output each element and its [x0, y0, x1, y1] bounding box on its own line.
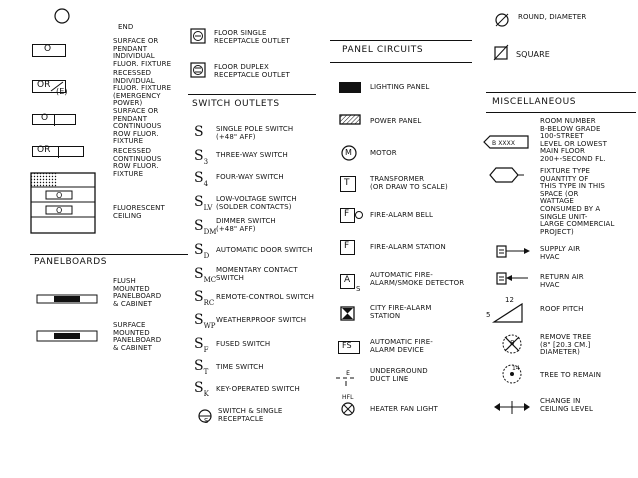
panel-label: HEATER FAN LIGHT: [370, 405, 438, 413]
fluorescent-ceiling-symbol: [30, 172, 100, 234]
round-diameter-icon: [494, 12, 516, 28]
fixture-glyph: OR: [37, 145, 51, 155]
switch-label: DIMMER SWITCH (+48" AFF): [216, 217, 276, 233]
fixture-label: SURFACE OR PENDANT INDIVIDUAL FLUOR. FIXTURE: [113, 37, 172, 68]
fixture-label: FLUORESCENT CEILING: [113, 204, 165, 220]
panel-label: LIGHTING PANEL: [370, 83, 430, 91]
panel-label: CITY FIRE-ALARM STATION: [370, 304, 432, 320]
heater-fan-light-icon: [341, 402, 359, 420]
panel-label: FIRE-ALARM STATION: [370, 243, 446, 251]
fixture-type-hexagon-icon: [488, 166, 524, 186]
partial-round-label: ROUND, DIAMETER: [518, 13, 587, 21]
panelboards-divider: [30, 254, 188, 255]
fixture-glyph: O: [44, 44, 52, 54]
floor-duplex-receptacle-icon: [190, 62, 210, 80]
motor-glyph: M: [345, 148, 353, 157]
transformer-glyph: T: [344, 178, 350, 188]
switch-label: KEY-OPERATED SWITCH: [216, 385, 300, 393]
switch-label: THREE-WAY SWITCH: [216, 151, 288, 159]
switch-label: REMOTE-CONTROL SWITCH: [216, 293, 315, 301]
misc-label: CHANGE IN CEILING LEVEL: [540, 397, 593, 413]
fire-alarm-station-icon: [340, 240, 355, 255]
fixture-glyph: O: [56, 191, 63, 200]
floor-single-receptacle-icon: [190, 28, 210, 46]
switch-label: SINGLE POLE SWITCH (+48" AFF): [216, 125, 294, 141]
switch-symbol: $S_D$: [194, 242, 210, 260]
partial-circle-top-icon: [52, 6, 72, 26]
roof-rise-mark: 5: [486, 311, 491, 319]
remove-tree-glyph: 8: [510, 339, 515, 347]
switch-label: LOW-VOLTAGE SWITCH (SOLDER CONTACTS): [216, 195, 297, 211]
fixture-label: SURFACE OR PENDANT CONTINUOUS ROW FLUOR. FIXTURE: [113, 107, 162, 146]
fixture-glyph: O: [56, 206, 63, 215]
smoke-detector-mark: S: [356, 285, 361, 293]
switch-symbol: $S_4$: [194, 170, 209, 188]
roof-run-mark: 12: [505, 296, 515, 304]
power-panel-icon: [339, 114, 363, 126]
square-label: SQUARE: [516, 50, 550, 59]
tree-remain-glyph: 14: [512, 365, 520, 372]
flush-panelboard-symbol: [36, 294, 100, 306]
switch-symbol: $S_F$: [194, 336, 209, 354]
misc-rule: [486, 112, 636, 113]
switch-symbol: $S_{DM}$: [194, 218, 217, 236]
misc-label: TREE TO REMAIN: [540, 371, 602, 379]
switch-symbol: $S_K$: [194, 380, 209, 398]
switch-label: SWITCH & SINGLE RECEPTACLE: [218, 407, 283, 423]
switch-symbol: $S_{MC}$: [194, 266, 217, 284]
partial-end-label: END: [118, 23, 134, 31]
return-air-icon: [496, 272, 536, 288]
fixture-glyph: O: [41, 113, 49, 123]
transformer-icon: [340, 176, 356, 192]
smoke-detector-icon: [340, 274, 355, 289]
surface-panelboard-symbol: [36, 330, 100, 344]
panel-label: AUTOMATIC FIRE- ALARM DEVICE: [370, 338, 433, 354]
square-diameter-icon: [494, 44, 514, 62]
bell-circle-icon: [354, 210, 368, 224]
panelboard-label: FLUSH MOUNTED PANELBOARD & CABINET: [113, 277, 162, 308]
fixture-label: RECESSED CONTINUOUS ROW FLUOR. FIXTURE: [113, 147, 162, 178]
panelboard-label: SURFACE MOUNTED PANELBOARD & CABINET: [113, 321, 162, 352]
misc-label: SUPPLY AIR HVAC: [540, 245, 581, 261]
switch-symbol: $S_{RC}$: [194, 289, 215, 307]
alarm-device-glyph: FS: [342, 341, 352, 350]
misc-label: ROOF PITCH: [540, 305, 584, 313]
floor-outlet-label: FLOOR SINGLE RECEPTACLE OUTLET: [214, 29, 290, 45]
panel-label: TRANSFORMER (OR DRAW TO SCALE): [370, 175, 448, 191]
switch-symbol: $S_{WP}$: [194, 312, 216, 330]
switch-divider: [188, 94, 316, 95]
misc-rule: [486, 92, 636, 93]
panel-label: MOTOR: [370, 149, 397, 157]
switch-label: WEATHERPROOF SWITCH: [216, 316, 307, 324]
hfl-mark: HFL: [342, 394, 354, 401]
switch-symbol: $S_3$: [194, 148, 209, 166]
switch-label: FOUR-WAY SWITCH: [216, 173, 284, 181]
roof-pitch-icon: [492, 302, 528, 326]
fluor-fixture-symbol: [32, 44, 66, 57]
fire-station-glyph: F: [344, 241, 350, 251]
city-fire-alarm-icon: [340, 306, 358, 324]
fire-alarm-bell-icon: [340, 208, 355, 223]
panel-label: POWER PANEL: [370, 117, 422, 125]
misc-label: RETURN AIR HVAC: [540, 273, 584, 289]
switch-label: FUSED SWITCH: [216, 340, 271, 348]
lighting-panel-icon: [339, 82, 361, 93]
switch-label: AUTOMATIC DOOR SWITCH: [216, 246, 313, 254]
switch-symbol: $S_T$: [194, 358, 209, 376]
ceiling-level-icon: [492, 400, 532, 416]
fixture-glyph: OR: [37, 80, 51, 90]
panelboards-heading: PANELBOARDS: [34, 257, 108, 267]
switch-symbol: S: [194, 124, 204, 140]
switch-label: TIME SWITCH: [216, 363, 264, 371]
panel-circuits-rule: [330, 40, 472, 41]
switch-symbol: $S_{LV}$: [194, 194, 213, 212]
panel-label: UNDERGROUND DUCT LINE: [370, 367, 428, 383]
underground-duct-icon: [334, 370, 362, 388]
svg-text:E: E: [346, 370, 350, 377]
panel-label: FIRE-ALARM BELL: [370, 211, 434, 219]
floor-outlet-label: FLOOR DUPLEX RECEPTACLE OUTLET: [214, 63, 290, 79]
supply-air-icon: [496, 245, 536, 261]
switch-label: MOMENTARY CONTACT SWITCH: [216, 266, 298, 282]
misc-label: FIXTURE TYPE QUANTITY OF THIS TYPE IN THIS SPACE (OR WATTAGE CONSUMED BY A SINGLE UNIT- LARGE COMMERCIAL PROJECT): [540, 167, 615, 236]
switch-receptacle-glyph: S: [204, 417, 209, 425]
fixture-label: RECESSED INDIVIDUAL FLUOR. FIXTURE (EMERGENCY POWER): [113, 69, 172, 108]
misc-label: ROOM NUMBER B-BELOW GRADE 100-STREET LEVEL OR LOWEST MAIN FLOOR 200+-SECOND FL.: [540, 117, 607, 163]
panel-label: AUTOMATIC FIRE- ALARM/SMOKE DETECTOR: [370, 271, 465, 287]
miscellaneous-heading: MISCELLANEOUS: [492, 97, 577, 107]
panel-circuits-heading: PANEL CIRCUITS: [342, 45, 424, 55]
room-number-glyph: B XXXX: [492, 140, 516, 147]
fire-bell-glyph: F: [344, 209, 350, 219]
switch-outlets-heading: SWITCH OUTLETS: [192, 99, 280, 109]
emergency-mark: (E): [56, 87, 68, 96]
smoke-detector-glyph: A: [344, 275, 351, 285]
panel-circuits-rule: [330, 62, 472, 63]
automatic-alarm-device-icon: [338, 341, 360, 354]
misc-label: REMOVE TREE (8" [20.3 CM.] DIAMETER): [540, 333, 592, 357]
